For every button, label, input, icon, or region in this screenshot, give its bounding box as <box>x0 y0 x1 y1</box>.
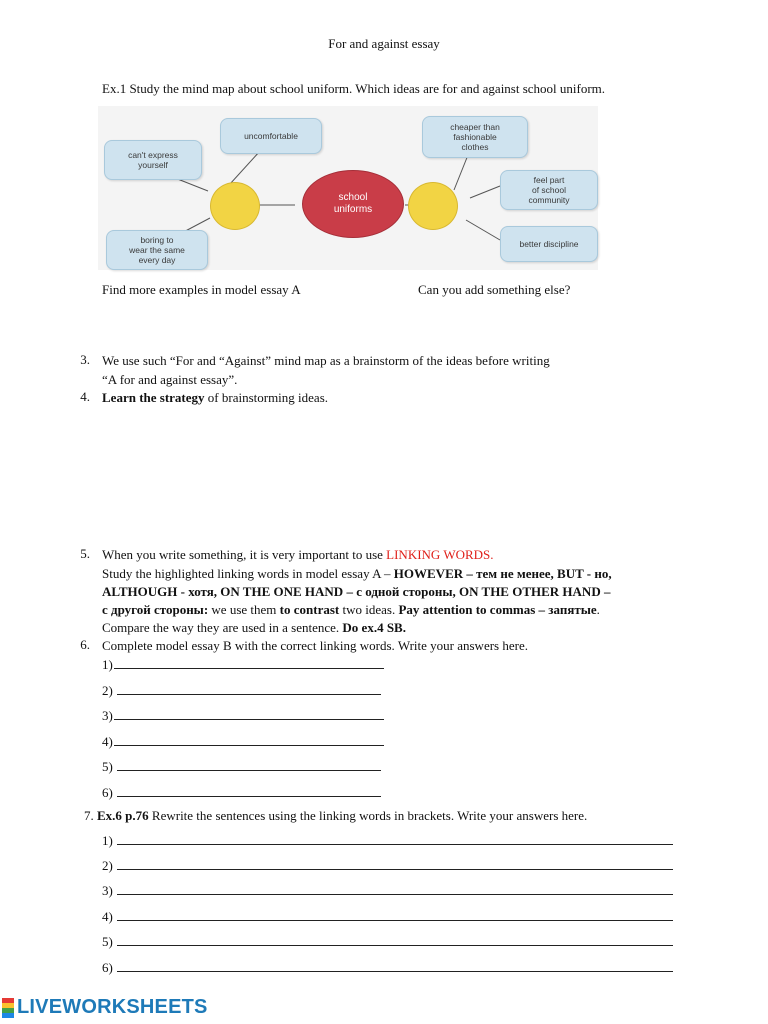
item-7-answer-1: 1) <box>102 832 673 849</box>
item-7-answer-4: 4) <box>102 908 673 925</box>
item-6-answer-5: 5) <box>102 758 381 775</box>
mind-map-node-better-discipline: better discipline <box>500 226 598 262</box>
answer-input-6-6[interactable] <box>117 784 381 797</box>
item-7-answer-3: 3) <box>102 882 673 899</box>
item-3-number: 3. <box>80 352 90 367</box>
item-4-number: 4. <box>80 389 90 404</box>
answer-input-7-4[interactable] <box>117 908 673 921</box>
item-3-line-1: We use such “For and “Against” mind map as a brainstorm of the ideas before writing <box>102 353 550 368</box>
answer-input-7-1[interactable] <box>117 832 673 845</box>
answer-input-6-1[interactable] <box>114 656 384 669</box>
item-5-line-2: Study the highlighted linking words in model essay A – HOWEVER – тем не менее, BUT - но, <box>102 566 612 581</box>
find-more-text: Find more examples in model essay A <box>102 282 301 297</box>
mind-map-node-cheaper: cheaper than fashionable clothes <box>422 116 528 158</box>
item-5-line-4: с другой стороны: we use them to contrast two ideas. Pay attention to commas – запятые. <box>102 602 600 617</box>
mind-map-node-uncomfortable: uncomfortable <box>220 118 322 154</box>
answer-input-7-6[interactable] <box>117 959 673 972</box>
linking-words-highlight: LINKING WORDS. <box>386 547 494 562</box>
mind-map-node-boring: boring to wear the same every day <box>106 230 208 270</box>
item-6-answer-3: 3) <box>102 707 384 724</box>
answer-input-6-5[interactable] <box>117 758 381 771</box>
add-something-text: Can you add something else? <box>418 282 571 297</box>
answer-input-7-2[interactable] <box>117 857 673 870</box>
answer-input-6-3[interactable] <box>114 707 384 720</box>
item-5-line-3: ALTHOUGH - хотя, ON THE ONE HAND – с одной стороны, ON THE OTHER HAND – <box>102 584 611 599</box>
answer-input-7-3[interactable] <box>117 882 673 895</box>
item-6-answer-6: 6) <box>102 784 381 801</box>
liveworksheets-logo <box>2 996 208 1019</box>
mind-map-image <box>98 106 598 270</box>
mind-map-center-node: school uniforms <box>302 170 404 238</box>
item-6-answer-4: 4) <box>102 733 384 750</box>
item-7-answer-5: 5) <box>102 933 673 950</box>
item-5-number: 5. <box>80 546 90 561</box>
item-6-instruction: Complete model essay B with the correct linking words. Write your answers here. <box>102 638 528 653</box>
item-4-text: Learn the strategy of brainstorming ideas. <box>102 390 329 405</box>
liveworksheets-logo-text: LIVEWORKSHEETS <box>17 996 208 1018</box>
against-hub-circle <box>210 182 260 230</box>
page-title: For and against essay <box>328 36 440 51</box>
item-7-answer-6: 6) <box>102 959 673 976</box>
liveworksheets-logo-icon <box>2 998 14 1018</box>
for-hub-circle <box>408 182 458 230</box>
answer-input-7-5[interactable] <box>117 933 673 946</box>
answer-input-6-4[interactable] <box>114 733 384 746</box>
ex1-instruction: Ex.1 Study the mind map about school uniform. Which ideas are for and against school uniform. <box>102 81 606 96</box>
mind-map-node-cant-express: can't express yourself <box>104 140 202 180</box>
item-6-answer-2: 2) <box>102 682 381 699</box>
mind-map-node-feel-part: feel part of school community <box>500 170 598 210</box>
item-6-number: 6. <box>80 637 90 652</box>
answer-input-6-2[interactable] <box>117 682 381 695</box>
item-5-line-5: Compare the way they are used in a sentence. Do ex.4 SB. <box>102 620 406 635</box>
item-6-answer-1: 1) <box>102 656 384 673</box>
item-7-answer-2: 2) <box>102 857 673 874</box>
item-5-line-1: When you write something, it is very important to use LINKING WORDS. <box>102 547 494 562</box>
item-7-instruction: 7. Ex.6 p.76 Rewrite the sentences using the linking words in brackets. Write your answers here. <box>84 808 588 823</box>
item-3-line-2: “A for and against essay”. <box>102 372 238 387</box>
